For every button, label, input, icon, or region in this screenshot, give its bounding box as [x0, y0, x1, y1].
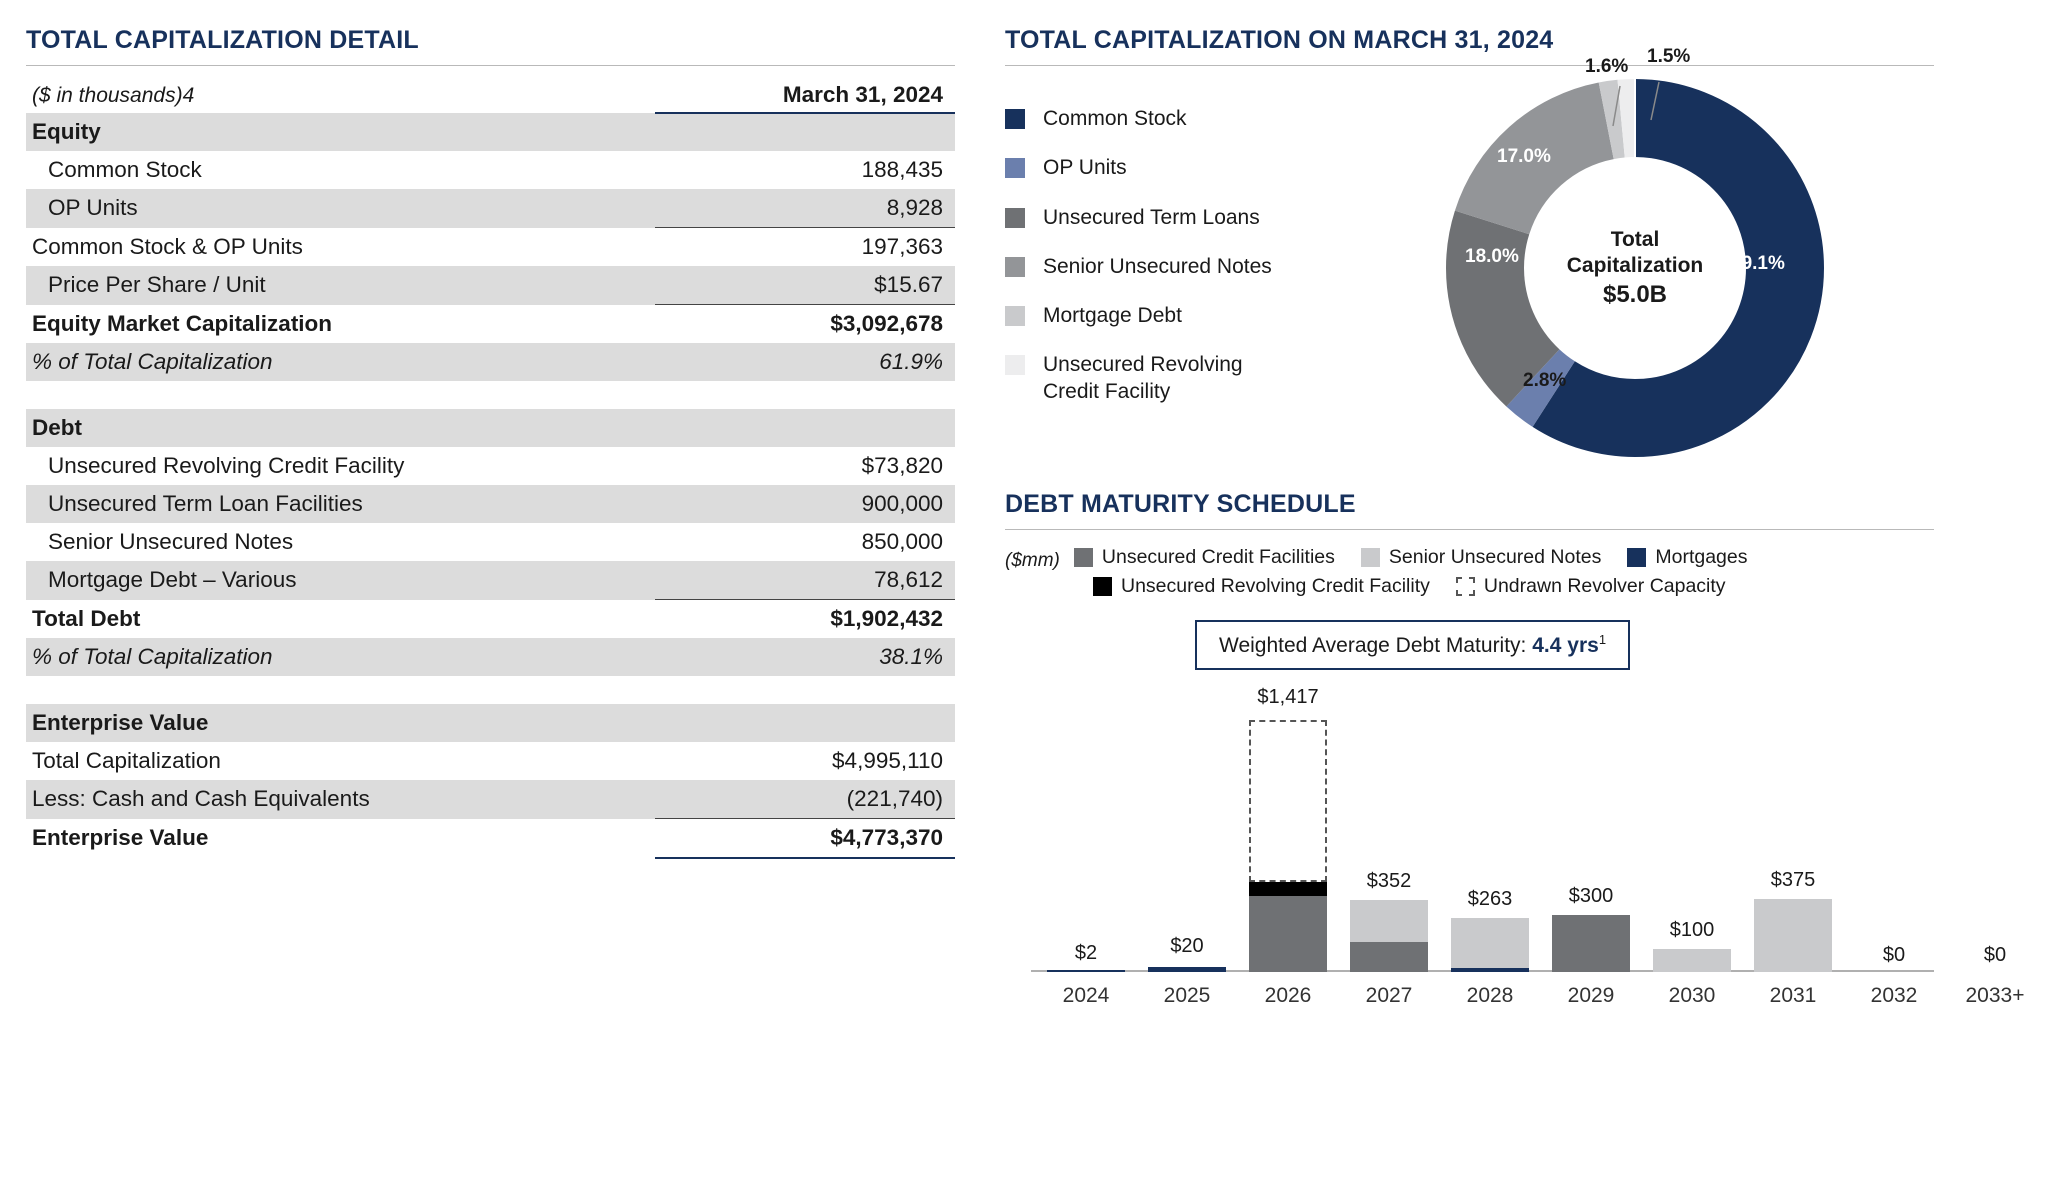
- bar-2026: [1249, 686, 1327, 972]
- x-tick-2024: 2024: [1062, 984, 1110, 1007]
- bar-stack: [1754, 899, 1832, 972]
- charts-panel: [985, 0, 2025, 1202]
- pct-revolver: 1.5%: [1647, 46, 1691, 67]
- row-value: [655, 409, 955, 447]
- legend-item-revolver: [1005, 352, 1385, 405]
- row-label: Total Capitalization: [32, 748, 221, 773]
- pct-op-units: 2.8%: [1523, 370, 1567, 391]
- x-tick-2033plus: 2033+: [1965, 984, 2025, 1007]
- bar-2024: [1047, 942, 1125, 972]
- table-row: [26, 189, 955, 228]
- x-tick-2031: 2031: [1769, 984, 1817, 1007]
- row-label: OP Units: [26, 189, 655, 228]
- legend-item-common-stock: [1005, 106, 1385, 132]
- donut-legend: [1005, 82, 1385, 428]
- table-row: [26, 228, 955, 267]
- donut-chart: [1435, 46, 1835, 468]
- legend-label: Mortgages: [1655, 546, 1748, 568]
- bar-stack: [1249, 882, 1327, 972]
- segment-senior-unsecured-notes: [1451, 918, 1529, 968]
- legend-label: Common Stock: [1043, 107, 1187, 130]
- x-tick-2030: 2030: [1668, 984, 1716, 1007]
- weighted-average-debt-maturity-badge: [1195, 620, 1630, 670]
- bar-2025: [1148, 935, 1226, 972]
- row-label: Less: Cash and Cash Equivalents: [26, 780, 655, 819]
- legend-label: Mortgage Debt: [1043, 304, 1182, 327]
- table-row: [26, 600, 955, 639]
- segment-senior-unsecured-notes: [1653, 949, 1731, 972]
- legend-swatch-icon: [1005, 355, 1025, 375]
- segment-senior-unsecured-notes: [1754, 899, 1832, 972]
- row-label: Total Debt: [32, 605, 141, 631]
- row-label: Unsecured Term Loan Facilities: [26, 485, 655, 523]
- legend-label: OP Units: [1043, 156, 1127, 180]
- pct-mortgage-debt: 1.6%: [1585, 56, 1629, 77]
- x-tick-2032: 2032: [1870, 984, 1918, 1007]
- wadm-value: 4.4 yrs: [1532, 634, 1599, 657]
- table-row: [26, 151, 955, 189]
- units-label: ($mm): [1005, 549, 1060, 571]
- legend-label: Unsecured Credit Facilities: [1101, 546, 1335, 568]
- page-title-capitalization-detail: TOTAL CAPITALIZATION DETAIL: [26, 26, 955, 66]
- segment-undrawn-revolver-capacity: [1249, 720, 1327, 882]
- row-label: Senior Unsecured Notes: [48, 529, 294, 554]
- x-tick-2029: 2029: [1567, 984, 1615, 1007]
- legend-swatch-icon: [1456, 577, 1475, 596]
- legend-swatch-icon: [1005, 158, 1025, 178]
- row-value: $3,092,678: [655, 305, 955, 344]
- table-row: [26, 742, 955, 780]
- row-value: [655, 113, 955, 151]
- legend-label: Undrawn Revolver Capacity: [1483, 575, 1726, 597]
- segment-unsecured-credit-facilities: [1249, 896, 1327, 972]
- bar-value-label: $352: [1366, 870, 1412, 892]
- legend-swatch-icon: [1093, 577, 1112, 596]
- divider: [26, 676, 955, 704]
- bar-2029: [1552, 885, 1630, 972]
- segment-unsecured-credit-facilities: [1552, 915, 1630, 972]
- debt-maturity-title: DEBT MATURITY SCHEDULE: [1005, 490, 1934, 530]
- legend-swatch-icon: [1005, 208, 1025, 228]
- bar-2031: [1754, 869, 1832, 972]
- donut-center-value: $5.0B: [1602, 280, 1668, 308]
- bar-value-label: $2: [1074, 942, 1098, 964]
- table-row: [26, 638, 955, 676]
- segment-unsecured-revolving-credit-facility: [1249, 882, 1327, 896]
- x-tick-2025: 2025: [1163, 984, 1211, 1007]
- table-row: [26, 485, 955, 523]
- legend-item-mortgage-debt: [1005, 303, 1385, 329]
- pct-senior-unsecured-notes: 17.0%: [1497, 146, 1551, 167]
- wadm-footnote: 1: [1598, 632, 1607, 647]
- legend-label: Senior Unsecured Notes: [1043, 254, 1272, 278]
- donut-chart-area: [1005, 46, 1934, 468]
- row-value: 38.1%: [655, 638, 955, 676]
- bar-value-label: $20: [1170, 935, 1204, 957]
- bar-stack: [1653, 949, 1731, 972]
- row-label: % of Total Capitalization: [26, 638, 655, 676]
- legend-swatch-icon: [1005, 306, 1025, 326]
- row-label: Enterprise Value: [26, 704, 655, 742]
- legend-item-unsecured-term-loans: [1005, 205, 1385, 231]
- divider: [26, 381, 955, 409]
- row-label: % of Total Capitalization: [26, 343, 655, 381]
- x-tick-2026: 2026: [1264, 984, 1312, 1007]
- row-label: Equity: [26, 113, 655, 151]
- row-label: Equity Market Capitalization: [32, 310, 333, 336]
- bar-2030: [1653, 919, 1731, 972]
- capitalization-table: [26, 76, 955, 381]
- row-label: Common Stock: [48, 157, 202, 182]
- debt-maturity-section: [1005, 490, 2025, 1014]
- table-row: [26, 780, 955, 819]
- segment-mortgages: [1451, 968, 1529, 972]
- row-label: Debt: [26, 409, 655, 447]
- bar-stack: [1047, 970, 1125, 972]
- bar-2028: [1451, 888, 1529, 972]
- row-label: Price Per Share / Unit: [26, 266, 655, 305]
- segment-unsecured-credit-facilities: [1350, 942, 1428, 972]
- table-row: [26, 819, 955, 859]
- legend-item-unsecured-credit-facilities: [1074, 546, 1335, 569]
- legend-item-op-units: [1005, 155, 1385, 181]
- row-value: $1,902,432: [655, 600, 955, 639]
- table-row: [26, 113, 955, 151]
- row-value: (221,740): [655, 780, 955, 819]
- row-value: 900,000: [655, 485, 955, 523]
- bar-value-label: $375: [1770, 869, 1816, 891]
- table-row: [26, 447, 955, 485]
- debt-table: [26, 409, 955, 676]
- row-value: 197,363: [655, 228, 955, 267]
- row-label: Common Stock & OP Units: [32, 233, 303, 259]
- table-row: [26, 409, 955, 447]
- bar-value-label: $1,417: [1257, 686, 1319, 708]
- bar-2027: [1350, 870, 1428, 972]
- legend-item-undrawn-revolver-capacity: [1456, 575, 1726, 598]
- table-row: [26, 305, 955, 344]
- segment-mortgages: [1148, 967, 1226, 972]
- legend-swatch-icon: [1627, 548, 1646, 567]
- donut-center-line1: Total: [1610, 228, 1660, 252]
- legend-swatch-icon: [1005, 109, 1025, 129]
- bar-value-label: $0: [1983, 944, 2007, 966]
- capitalization-detail-panel: [0, 0, 985, 1202]
- table-row: [26, 76, 955, 113]
- segment-mortgages: [1047, 970, 1125, 972]
- row-value: 78,612: [655, 561, 955, 600]
- x-tick-2027: 2027: [1365, 984, 1413, 1007]
- legend-swatch-icon: [1074, 548, 1093, 567]
- legend-label: Unsecured Revolving Credit Facility: [1043, 353, 1243, 403]
- x-tick-2028: 2028: [1466, 984, 1514, 1007]
- wadm-label: Weighted Average Debt Maturity:: [1219, 634, 1527, 657]
- debt-maturity-chart: [1031, 684, 2025, 1014]
- legend-item-senior-unsecured-notes: [1005, 254, 1385, 280]
- legend-label: Senior Unsecured Notes: [1388, 546, 1602, 568]
- row-value: 850,000: [861, 529, 943, 554]
- row-value: [655, 704, 955, 742]
- table-row: [26, 343, 955, 381]
- legend-item-unsecured-revolving-credit-facility: [1093, 575, 1430, 598]
- table-row: [26, 266, 955, 305]
- bar-value-label: $263: [1467, 888, 1513, 910]
- row-value: 61.9%: [655, 343, 955, 381]
- row-label: Enterprise Value: [32, 825, 209, 851]
- row-value: $73,820: [861, 453, 943, 478]
- table-row: [26, 523, 955, 561]
- legend-item-senior-unsecured-notes: [1361, 546, 1601, 569]
- bar-value-label: $0: [1882, 944, 1906, 966]
- pct-unsecured-term-loans: 18.0%: [1465, 246, 1519, 267]
- pct-common-stock: 59.1%: [1731, 253, 1785, 274]
- row-value: $4,995,110: [832, 748, 943, 773]
- legend-swatch-icon: [1005, 257, 1025, 277]
- units-label: ($ in thousands)4: [26, 76, 655, 113]
- row-value: 8,928: [655, 189, 955, 228]
- row-value: $15.67: [655, 266, 955, 305]
- segment-senior-unsecured-notes: [1350, 900, 1428, 942]
- legend-swatch-icon: [1361, 548, 1380, 567]
- row-label: Unsecured Revolving Credit Facility: [48, 453, 405, 478]
- date-header: March 31, 2024: [655, 76, 955, 113]
- bar-value-label: $100: [1669, 919, 1715, 941]
- enterprise-value-table: [26, 704, 955, 859]
- legend-label: Unsecured Revolving Credit Facility: [1121, 575, 1430, 597]
- bar-stack: [1148, 967, 1226, 972]
- row-value: 188,435: [861, 157, 943, 182]
- table-row: [26, 704, 955, 742]
- legend-item-mortgages: [1627, 546, 1747, 569]
- donut-chart-title: TOTAL CAPITALIZATION ON MARCH 31, 2024: [1005, 26, 1934, 66]
- bar-stack: [1552, 915, 1630, 972]
- bar-stack: [1451, 918, 1529, 972]
- row-value: $4,773,370: [655, 819, 955, 859]
- legend-label: Unsecured Term Loans: [1043, 205, 1260, 229]
- donut-center-line2: Capitalization: [1566, 253, 1704, 277]
- bar-value-label: $300: [1568, 885, 1614, 907]
- row-label: Mortgage Debt – Various: [26, 561, 655, 600]
- bar-stack: [1350, 900, 1428, 972]
- table-row: [26, 561, 955, 600]
- debt-maturity-legend: [1005, 546, 1934, 604]
